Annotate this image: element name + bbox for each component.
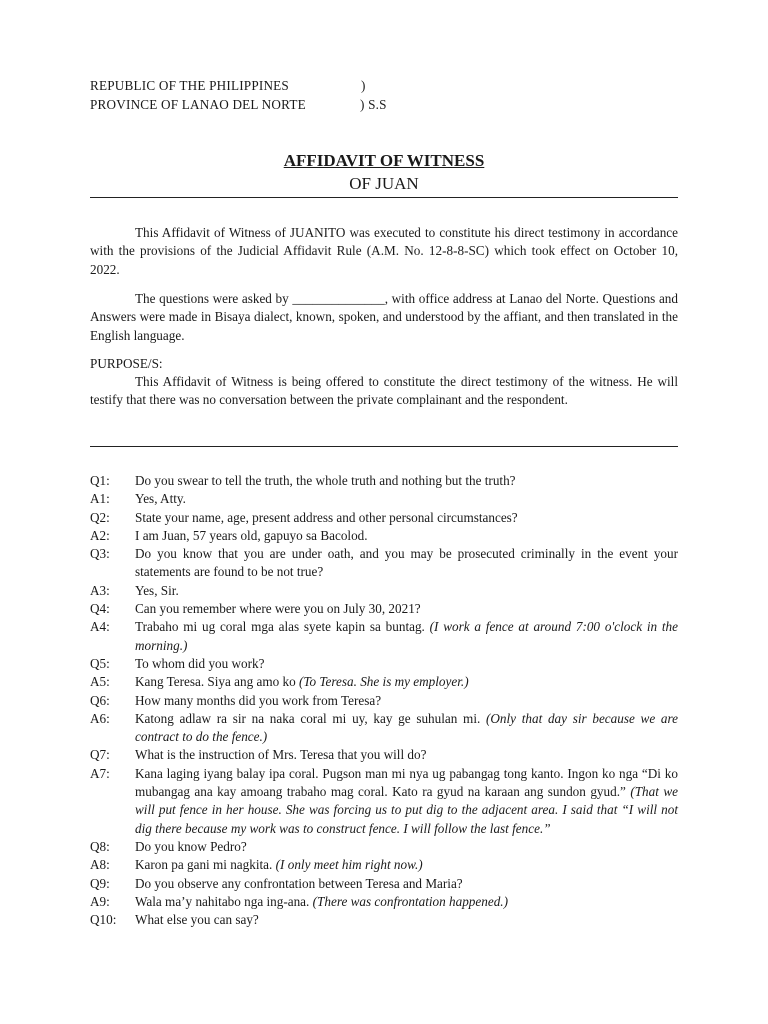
qa-label: Q1: <box>90 473 110 488</box>
intro-text: This Affidavit of Witness of JUANITO was executed to constitute his direct testimony in accordance with the provisions of the Judicial Affidavit Rule (A.M. No. 12-8-8-SC) which took effect on October 10, 2022. <box>90 225 678 277</box>
qa-statement: Yes, Sir. <box>135 582 179 598</box>
answer-row <box>90 673 678 691</box>
qa-statement: Yes, Atty. <box>135 491 186 507</box>
qa-statement: Katong adlaw ra sir na naka coral mi uy, kay ge suhulan mi. <box>135 710 481 726</box>
qa-translation: (To Teresa. She is my employer.) <box>299 674 469 690</box>
qa-label: A7: <box>90 765 110 781</box>
qa-text <box>135 582 678 600</box>
purpose-text: This Affidavit of Witness is being offered to constitute the direct testimony of the witness. He will testify that there was no conversation between the private complainant and the respondent. <box>90 374 678 408</box>
qa-text <box>135 618 678 655</box>
questions-paragraph <box>90 290 678 345</box>
qa-translation: (I work a fence at around 7:00 o'clock in the morning.) <box>135 619 679 653</box>
qa-label: A5: <box>90 674 110 690</box>
document-subtitle: OF JUAN <box>349 174 419 193</box>
qa-text <box>135 875 678 893</box>
question-row <box>90 875 678 893</box>
question-answer-list <box>90 472 678 929</box>
qa-statement: Do you observe any confrontation between Teresa and Maria? <box>135 875 463 891</box>
qa-label: Q7: <box>90 747 110 763</box>
answer-row <box>90 618 678 655</box>
qa-text <box>135 911 678 929</box>
qa-translation: (That we will put fence in her house. She was forcing us to put dig to the adjacent area. I said that “I will not dig there because my work was to construct fence. I will follow the last fence.” <box>135 784 678 836</box>
qa-text <box>135 600 678 618</box>
answer-row <box>90 490 678 508</box>
qa-statement: To whom did you work? <box>135 655 265 671</box>
qa-statement: Wala ma’y nahitabo nga ing-ana. <box>135 893 310 909</box>
qa-text <box>135 710 678 747</box>
qa-text <box>135 545 678 582</box>
qa-text <box>135 765 678 838</box>
qa-label: Q6: <box>90 692 110 708</box>
questions-text: The questions were asked by ______________, with office address at Lanao del Norte. Questions and Answers were made in Bisaya dialect, known, spoken, and understood by the affiant, and then translated in the English language. <box>90 291 678 343</box>
qa-label: Q3: <box>90 546 110 562</box>
qa-translation: (Only that day sir because we are contract to do the fence.) <box>135 710 678 745</box>
qa-label: Q4: <box>90 601 110 617</box>
qa-statement: Do you know Pedro? <box>135 838 247 854</box>
question-row <box>90 655 678 673</box>
purpose-paragraph <box>90 373 678 410</box>
header-mark-2: ) S.S <box>360 96 387 112</box>
question-row <box>90 600 678 618</box>
qa-label: A8: <box>90 857 110 873</box>
qa-statement: Do you know that you are under oath, and you may be prosecuted criminally in the event your statements are found to be not true? <box>135 546 678 580</box>
qa-statement: Kang Teresa. Siya ang amo ko <box>135 674 296 690</box>
answer-row <box>90 765 678 838</box>
qa-text <box>135 655 678 673</box>
qa-label: Q9: <box>90 875 110 891</box>
header-province: PROVINCE OF LANAO DEL NORTE <box>90 96 306 112</box>
question-row <box>90 746 678 764</box>
qa-translation: (I only meet him right now.) <box>275 857 423 873</box>
qa-statement: Kana laging iyang balay ipa coral. Pugson man mi nya ug pabangag tong kanto. Ingon ko nga “Di ko mubangag ana kay amoang trabaho mag coral. Kato ra gyud na karaan ang sundon gyud.” <box>135 765 678 800</box>
header-mark-1: ) <box>361 78 366 93</box>
qa-label: Q8: <box>90 838 110 854</box>
purpose-heading: PURPOSE/S: <box>90 356 163 371</box>
qa-label: A9: <box>90 893 110 909</box>
qa-label: Q2: <box>90 509 110 525</box>
qa-statement: What is the instruction of Mrs. Teresa that you will do? <box>135 747 427 763</box>
qa-text <box>135 692 678 710</box>
qa-text <box>135 509 678 527</box>
title-block <box>90 150 678 196</box>
qa-statement: Trabaho mi ug coral mga alas syete kapin sa buntag. <box>135 619 425 635</box>
qa-statement: I am Juan, 57 years old, gapuyo sa Bacolod. <box>135 527 368 543</box>
qa-text <box>135 838 678 856</box>
answer-row <box>90 710 678 747</box>
qa-label: A6: <box>90 710 110 726</box>
question-row <box>90 545 678 582</box>
question-row <box>90 838 678 856</box>
question-row <box>90 911 678 929</box>
qa-label: A4: <box>90 619 110 635</box>
qa-label: A2: <box>90 527 110 543</box>
answer-row <box>90 527 678 545</box>
qa-text <box>135 856 678 874</box>
document-header <box>90 77 387 114</box>
qa-label: Q5: <box>90 655 110 671</box>
qa-text <box>135 527 678 545</box>
qa-statement: Do you swear to tell the truth, the whole truth and nothing but the truth? <box>135 473 516 488</box>
answer-row <box>90 582 678 600</box>
answer-row <box>90 856 678 874</box>
qa-translation: (There was confrontation happened.) <box>312 893 508 909</box>
qa-label: A1: <box>90 491 110 507</box>
section-divider <box>90 446 678 447</box>
document-title: AFFIDAVIT OF WITNESS <box>283 151 485 170</box>
qa-label: A3: <box>90 582 110 598</box>
qa-statement: How many months did you work from Teresa? <box>135 692 382 708</box>
qa-statement: Can you remember where were you on July 30, 2021? <box>135 601 421 617</box>
answer-row <box>90 893 678 911</box>
question-row <box>90 692 678 710</box>
question-row <box>90 472 678 490</box>
qa-text <box>135 673 678 691</box>
intro-paragraph <box>90 224 678 279</box>
question-row <box>90 509 678 527</box>
qa-statement: Karon pa gani mi nagkita. <box>135 857 273 873</box>
qa-text <box>135 746 678 764</box>
qa-statement: State your name, age, present address and other personal circumstances? <box>135 509 518 525</box>
qa-text <box>135 490 678 508</box>
qa-text <box>135 472 678 490</box>
title-divider <box>90 197 678 198</box>
qa-statement: What else you can say? <box>135 912 259 928</box>
qa-text <box>135 893 678 911</box>
header-republic: REPUBLIC OF THE PHILIPPINES <box>90 78 289 93</box>
qa-label: Q10: <box>90 912 117 928</box>
